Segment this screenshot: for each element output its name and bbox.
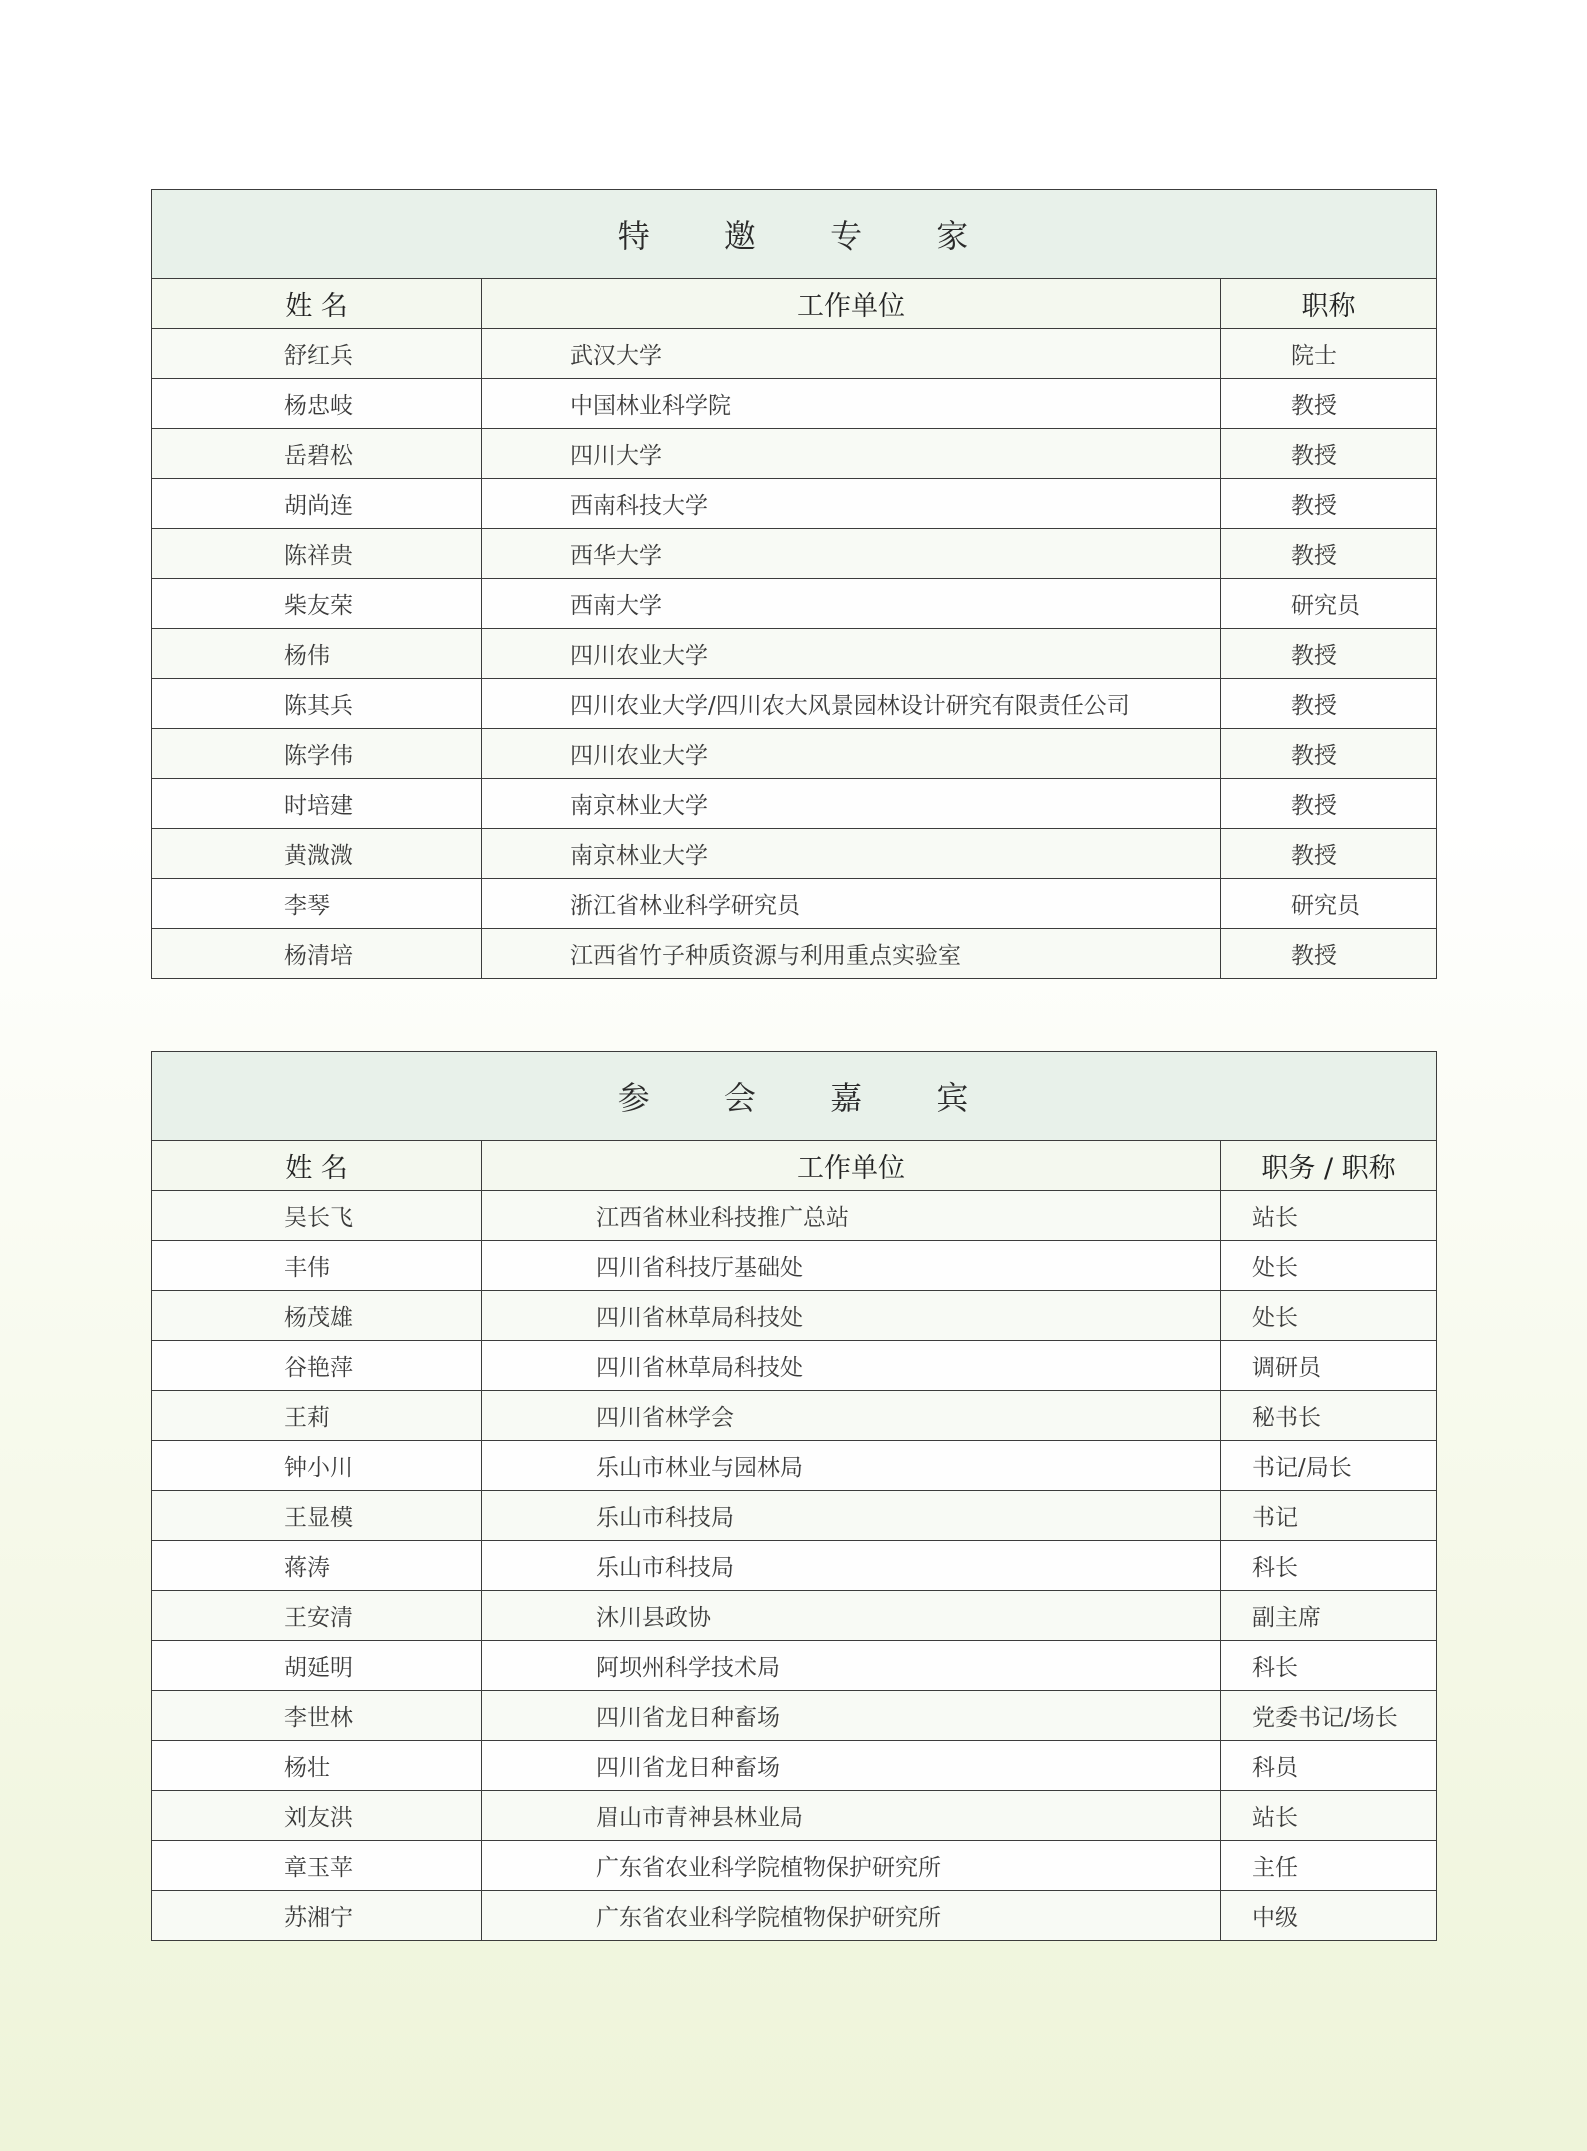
name-cell: 柴友荣 (152, 579, 482, 629)
table-row (152, 829, 1437, 879)
name-cell: 岳碧松 (152, 429, 482, 479)
title-cell: 研究员 (1221, 879, 1437, 929)
title-cell: 教授 (1221, 929, 1437, 979)
unit-cell: 武汉大学 (482, 329, 1221, 379)
title-cell: 中级 (1221, 1891, 1437, 1941)
title-cell: 教授 (1221, 429, 1437, 479)
name-cell: 吴长飞 (152, 1191, 482, 1241)
unit-cell: 四川农业大学/四川农大风景园林设计研究有限责任公司 (482, 679, 1221, 729)
unit-cell: 江西省林业科技推广总站 (482, 1191, 1221, 1241)
title-cell: 处长 (1221, 1241, 1437, 1291)
title-cell: 秘书长 (1221, 1391, 1437, 1441)
unit-cell: 西南科技大学 (482, 479, 1221, 529)
experts-title (152, 190, 1437, 279)
unit-cell: 乐山市林业与园林局 (482, 1441, 1221, 1491)
title-cell: 科员 (1221, 1741, 1437, 1791)
name-cell: 胡延明 (152, 1641, 482, 1691)
unit-cell: 西华大学 (482, 529, 1221, 579)
table-row (152, 1491, 1437, 1541)
name-cell: 苏湘宁 (152, 1891, 482, 1941)
table-row (152, 1741, 1437, 1791)
unit-cell: 阿坝州科学技术局 (482, 1641, 1221, 1691)
table-row (152, 879, 1437, 929)
table-row (152, 1541, 1437, 1591)
table-row (152, 629, 1437, 679)
unit-cell: 四川农业大学 (482, 729, 1221, 779)
table-row (152, 1891, 1437, 1941)
name-cell: 王莉 (152, 1391, 482, 1441)
table-row (152, 1191, 1437, 1241)
guests-title-text: 参 会 嘉 宾 (617, 1079, 971, 1117)
title-cell: 调研员 (1221, 1341, 1437, 1391)
unit-cell: 江西省竹子种质资源与利用重点实验室 (482, 929, 1221, 979)
title-cell: 教授 (1221, 379, 1437, 429)
guests-header-row (152, 1141, 1437, 1191)
title-cell: 站长 (1221, 1791, 1437, 1841)
unit-cell: 乐山市科技局 (482, 1541, 1221, 1591)
unit-cell: 四川农业大学 (482, 629, 1221, 679)
table-row (152, 329, 1437, 379)
table-row (152, 1241, 1437, 1291)
unit-cell: 广东省农业科学院植物保护研究所 (482, 1841, 1221, 1891)
title-cell: 教授 (1221, 479, 1437, 529)
experts-table (151, 189, 1437, 979)
title-cell: 院士 (1221, 329, 1437, 379)
guests-body (152, 1191, 1437, 1941)
title-cell: 教授 (1221, 679, 1437, 729)
unit-cell: 四川省科技厅基础处 (482, 1241, 1221, 1291)
unit-cell: 浙江省林业科学研究员 (482, 879, 1221, 929)
unit-cell: 乐山市科技局 (482, 1491, 1221, 1541)
table-row (152, 1791, 1437, 1841)
title-cell: 教授 (1221, 629, 1437, 679)
unit-cell: 中国林业科学院 (482, 379, 1221, 429)
title-cell: 教授 (1221, 529, 1437, 579)
table-row (152, 579, 1437, 629)
title-cell: 教授 (1221, 829, 1437, 879)
name-cell: 舒红兵 (152, 329, 482, 379)
table-row (152, 379, 1437, 429)
name-cell: 陈祥贵 (152, 529, 482, 579)
name-cell: 钟小川 (152, 1441, 482, 1491)
guests-table (151, 1051, 1437, 1941)
unit-cell: 四川省林草局科技处 (482, 1291, 1221, 1341)
name-cell: 陈学伟 (152, 729, 482, 779)
table-row (152, 1841, 1437, 1891)
unit-cell: 南京林业大学 (482, 829, 1221, 879)
table-row (152, 1341, 1437, 1391)
table-row (152, 1291, 1437, 1341)
title-cell: 书记 (1221, 1491, 1437, 1541)
header-name: 姓 名 (152, 279, 482, 329)
experts-body (152, 329, 1437, 979)
table-row (152, 679, 1437, 729)
name-cell: 李世林 (152, 1691, 482, 1741)
title-cell: 站长 (1221, 1191, 1437, 1241)
title-cell: 研究员 (1221, 579, 1437, 629)
name-cell: 丰伟 (152, 1241, 482, 1291)
table-row (152, 929, 1437, 979)
header-name: 姓 名 (152, 1141, 482, 1191)
guests-title (152, 1052, 1437, 1141)
unit-cell: 四川大学 (482, 429, 1221, 479)
table-row (152, 729, 1437, 779)
unit-cell: 广东省农业科学院植物保护研究所 (482, 1891, 1221, 1941)
name-cell: 王显模 (152, 1491, 482, 1541)
experts-header-row (152, 279, 1437, 329)
name-cell: 时培建 (152, 779, 482, 829)
title-cell: 处长 (1221, 1291, 1437, 1341)
title-cell: 教授 (1221, 779, 1437, 829)
name-cell: 杨清培 (152, 929, 482, 979)
unit-cell: 沐川县政协 (482, 1591, 1221, 1641)
name-cell: 杨茂雄 (152, 1291, 482, 1341)
table-row (152, 779, 1437, 829)
table-row (152, 529, 1437, 579)
header-unit: 工作单位 (482, 279, 1221, 329)
unit-cell: 四川省林学会 (482, 1391, 1221, 1441)
experts-title-text: 特 邀 专 家 (617, 217, 971, 255)
name-cell: 陈其兵 (152, 679, 482, 729)
title-cell: 科长 (1221, 1641, 1437, 1691)
table-row (152, 1391, 1437, 1441)
title-cell: 书记/局长 (1221, 1441, 1437, 1491)
name-cell: 李琴 (152, 879, 482, 929)
name-cell: 谷艳萍 (152, 1341, 482, 1391)
name-cell: 王安清 (152, 1591, 482, 1641)
name-cell: 章玉苹 (152, 1841, 482, 1891)
name-cell: 蒋涛 (152, 1541, 482, 1591)
unit-cell: 四川省龙日种畜场 (482, 1691, 1221, 1741)
unit-cell: 西南大学 (482, 579, 1221, 629)
table-row (152, 1441, 1437, 1491)
title-cell: 党委书记/场长 (1221, 1691, 1437, 1741)
name-cell: 杨伟 (152, 629, 482, 679)
table-row (152, 429, 1437, 479)
unit-cell: 眉山市青神县林业局 (482, 1791, 1221, 1841)
unit-cell: 四川省林草局科技处 (482, 1341, 1221, 1391)
unit-cell: 四川省龙日种畜场 (482, 1741, 1221, 1791)
guests-title-row (152, 1052, 1437, 1141)
name-cell: 黄溦溦 (152, 829, 482, 879)
name-cell: 刘友洪 (152, 1791, 482, 1841)
experts-title-row (152, 190, 1437, 279)
unit-cell: 南京林业大学 (482, 779, 1221, 829)
header-unit: 工作单位 (482, 1141, 1221, 1191)
title-cell: 主任 (1221, 1841, 1437, 1891)
table-row (152, 1591, 1437, 1641)
table-row (152, 1641, 1437, 1691)
table-row (152, 1691, 1437, 1741)
title-cell: 教授 (1221, 729, 1437, 779)
header-title: 职称 (1221, 279, 1437, 329)
title-cell: 副主席 (1221, 1591, 1437, 1641)
name-cell: 杨壮 (152, 1741, 482, 1791)
name-cell: 杨忠岐 (152, 379, 482, 429)
table-row (152, 479, 1437, 529)
name-cell: 胡尚连 (152, 479, 482, 529)
header-title: 职务 / 职称 (1221, 1141, 1437, 1191)
title-cell: 科长 (1221, 1541, 1437, 1591)
